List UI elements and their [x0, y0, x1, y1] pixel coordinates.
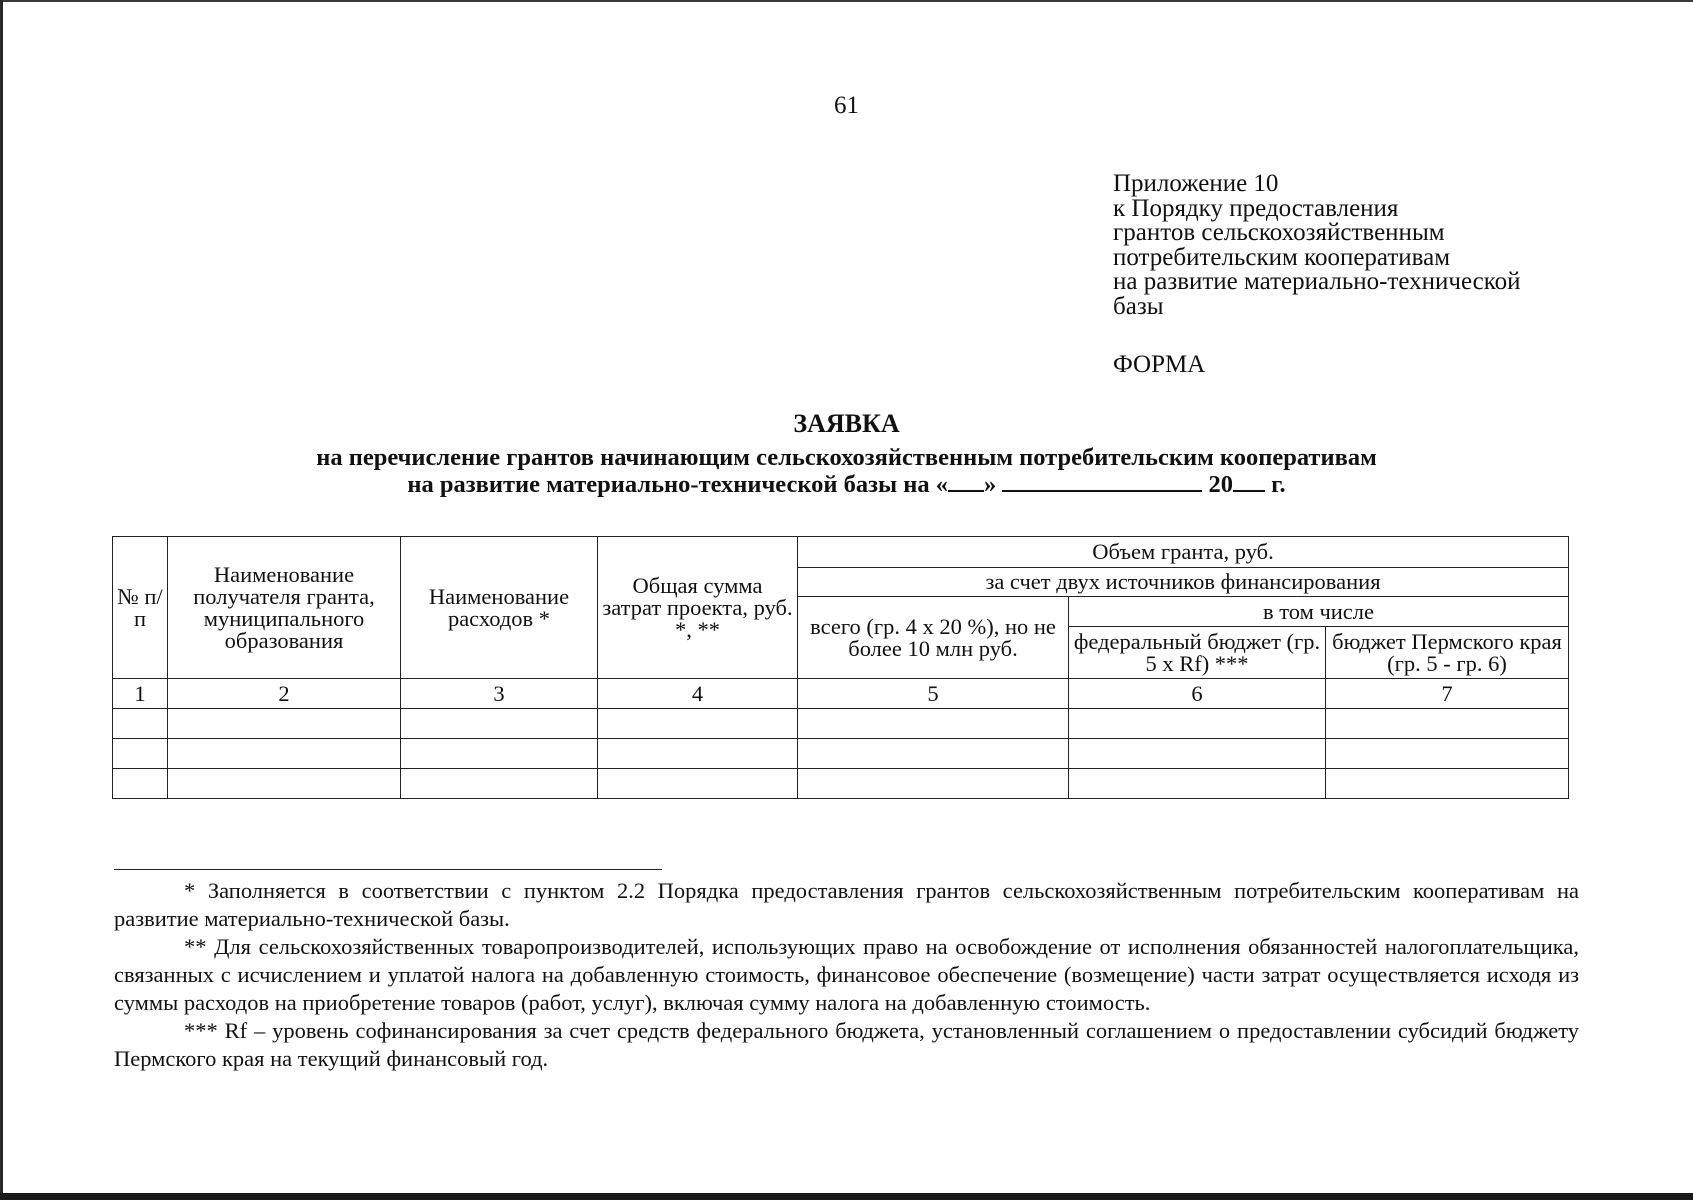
header-total: всего (гр. 4 х 20 %), но не более 10 млн руб. [798, 597, 1069, 679]
appendix-block [1113, 172, 1521, 319]
table-cell [598, 769, 798, 799]
column-number-row [113, 679, 1569, 709]
header-including: в том числе [1069, 597, 1569, 627]
footnote: ** Для сельскохозяйственных товаропроизводителей, использующих право на освобождение от исполнения обязанностей налогоплательщика, связанных с исчислением и уплатой налога на добавленную стоимость, финансовое обеспечение (возмещение) части затрат осуществляется исходя из суммы расходов на приобретение товаров (работ, услуг), включая сумму налога на добавленную стоимость. [114, 934, 1579, 1015]
column-number: 7 [1326, 679, 1569, 709]
header-regional: бюджет Пермского края (гр. 5 - гр. 6) [1326, 627, 1569, 679]
table-cell [401, 769, 598, 799]
header-total-cost: Общая сумма затрат проекта, руб. *, ** [598, 537, 798, 679]
table-cell [598, 709, 798, 739]
document-title: ЗАЯВКА [793, 409, 900, 438]
header-recipient: Наименование получателя гранта, муниципального образования [168, 537, 401, 679]
subtitle-line-2 [0, 470, 1693, 497]
table-cell [1069, 709, 1326, 739]
table-cell [798, 739, 1069, 769]
header-two-sources: за счет двух источников финансирования [798, 568, 1569, 597]
grant-application-table [112, 536, 1569, 799]
header-expenses: Наименование расходов * [401, 537, 598, 679]
appendix-line: потребительским кооперативам [1113, 243, 1451, 271]
scan-border-bottom [0, 1193, 1693, 1200]
subtitle-quote-close: » [983, 471, 997, 498]
table-cell [401, 739, 598, 769]
subtitle-year: 20 [1208, 471, 1233, 498]
appendix-line: грантов сельскохозяйственным [1113, 219, 1445, 246]
footnote: * Заполняется в соответствии с пунктом 2.2 Порядка предоставления грантов сельскохозяйственным потребительским кооперативам на развитие материально-технической базы. [114, 878, 1579, 931]
table-row [113, 769, 1569, 799]
table-cell [1069, 739, 1326, 769]
table-cell [1326, 739, 1569, 769]
form-label: ФОРМА [1113, 351, 1206, 378]
table-row [113, 709, 1569, 739]
column-number: 4 [598, 679, 798, 709]
header-num: № п/п [113, 537, 168, 679]
subtitle-suffix: г. [1271, 471, 1286, 498]
table-cell [1326, 769, 1569, 799]
table-cell [168, 739, 401, 769]
column-number: 1 [113, 679, 168, 709]
table-cell [168, 709, 401, 739]
column-number: 3 [401, 679, 598, 709]
page-number: 61 [834, 92, 859, 119]
scan-border-top [0, 0, 1693, 2]
appendix-line: на развитие материально-технической [1113, 268, 1521, 295]
appendix-line: Приложение 10 [1113, 170, 1279, 197]
appendix-line: к Порядку предоставления [1113, 194, 1399, 222]
day-blank [948, 470, 984, 492]
table-cell [113, 739, 168, 769]
table-cell [113, 769, 168, 799]
table-cell [598, 739, 798, 769]
footnote: *** Rf – уровень софинансирования за счет средств федерального бюджета, установленный соглашением о предоставлении субсидий бюджету Пермского края на текущий финансовый год. [114, 1018, 1579, 1071]
footnote-divider [114, 869, 662, 870]
header-federal: федеральный бюджет (гр. 5 х Rf) *** [1069, 627, 1326, 679]
table-cell [113, 709, 168, 739]
column-number: 5 [798, 679, 1069, 709]
column-number: 2 [168, 679, 401, 709]
column-number: 6 [1069, 679, 1326, 709]
table-row [113, 739, 1569, 769]
footnotes [114, 877, 1579, 1073]
table-cell [401, 709, 598, 739]
subtitle-line-1: на перечисление грантов начинающим сельскохозяйственным потребительским кооперативам [316, 444, 1377, 471]
month-blank [1002, 470, 1202, 492]
year-blank [1233, 470, 1265, 492]
appendix-line: базы [1113, 292, 1164, 320]
header-grant-volume: Объем гранта, руб. [798, 537, 1569, 568]
table-cell [168, 769, 401, 799]
scan-border-left [0, 0, 3, 1200]
table-cell [798, 769, 1069, 799]
subtitle-prefix: на развитие материально-технической базы на « [407, 471, 948, 498]
table-cell [798, 709, 1069, 739]
document-subtitle [0, 446, 1693, 497]
table-cell [1069, 769, 1326, 799]
table-cell [1326, 709, 1569, 739]
